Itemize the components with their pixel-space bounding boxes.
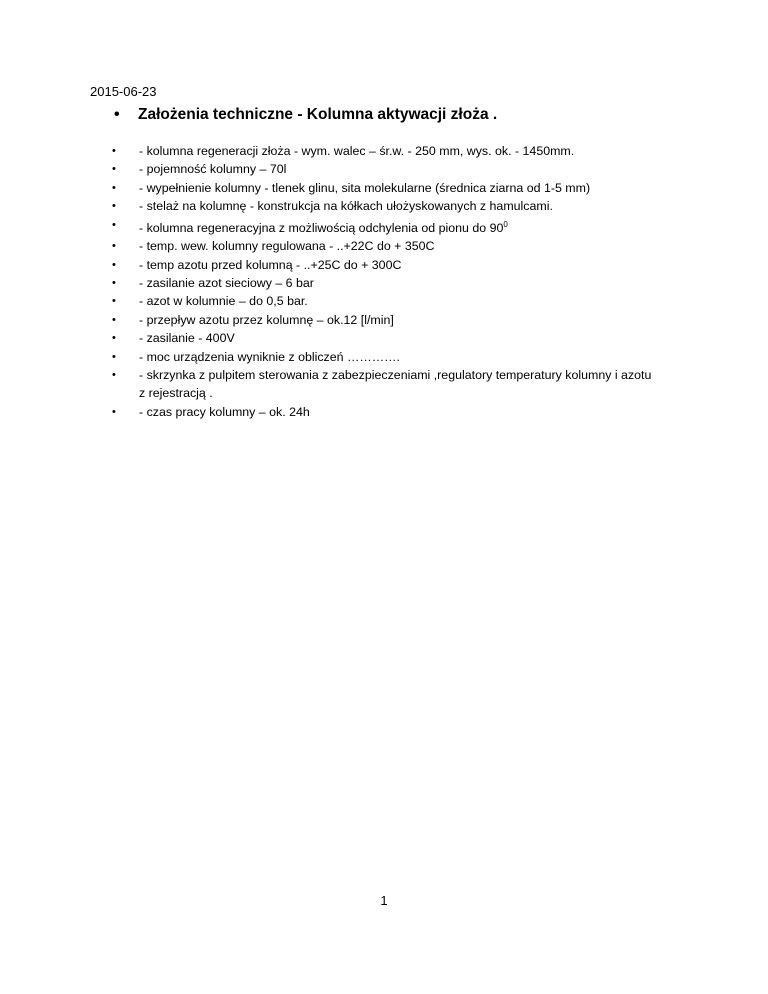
bullet-icon: • [112,163,116,176]
bullet-icon: • [112,369,116,381]
list-item-text: - moc urządzenia wyniknie z obliczeń …………. [139,349,400,364]
heading-text: Założenia techniczne - Kolumna aktywacji złoża . [138,106,498,123]
list-item-text: - przepływ azotu przez kolumnę – ok.12 [l/min] [139,312,394,327]
list-item [112,197,652,215]
list-item [112,274,652,292]
list-item-text: - azot w kolumnie – do 0,5 bar. [139,294,308,309]
list-item [112,256,652,274]
list-item-text: - zasilanie - 400V [139,331,235,346]
list-item [112,403,652,421]
heading-bullet: • [114,106,120,123]
list-item-text: - kolumna regeneracji złoża - wym. walec – śr.w. - 250 mm, wys. ok. - 1450mm. [139,144,575,158]
document-date: 2015-06-23 [90,84,157,99]
bullet-icon: • [112,295,116,308]
list-item-text: - wypełnienie kolumny - tlenek glinu, sita molekularne (średnica ziarna od 1-5 mm) [139,180,591,195]
list-item-text: - temp. wew. kolumny regulowana - ..+22C do + 350C [139,239,435,254]
page-number: 1 [380,893,388,908]
list-item [112,160,652,178]
bullet-icon: • [112,218,116,231]
bullet-icon: • [112,276,116,289]
bullet-icon: • [112,350,116,363]
bullet-icon: • [112,405,116,418]
list-item [112,179,652,197]
bullet-icon: • [112,200,116,213]
bullet-icon: • [112,240,116,253]
bullet-icon: • [112,145,116,157]
bullet-icon: • [112,313,116,326]
list-item-text: - temp azotu przed kolumną - ..+25C do + 300C [139,257,402,272]
list-item-text: - zasilanie azot sieciowy – 6 bar [139,275,314,290]
bullet-icon: • [112,258,116,271]
degree-superscript: 0 [503,219,508,229]
list-item [112,348,652,366]
list-item-text: - czas pracy kolumny – ok. 24h [139,404,310,419]
list-item [112,366,652,403]
spec-list [112,142,652,421]
list-item-text: - skrzynka z pulpitem sterowania z zabezpieczeniami ,regulatory temperatury kolumny i azotu z rejestracją . [139,368,652,401]
list-item [112,216,652,238]
bullet-icon: • [112,332,116,345]
list-item [112,142,652,160]
list-item-text: - stelaż na kolumnę - konstrukcja na kółkach ułożyskowanych z hamulcami. [139,199,553,214]
list-item [112,292,652,310]
list-item [112,329,652,347]
bullet-icon: • [112,181,116,194]
list-item [112,237,652,255]
list-item-text: - kolumna regeneracyjna z możliwością odchylenia od pionu do 90 [139,220,504,235]
list-item-text: - pojemność kolumny – 70l [139,162,287,177]
list-item [112,311,652,329]
document-heading [114,105,497,125]
